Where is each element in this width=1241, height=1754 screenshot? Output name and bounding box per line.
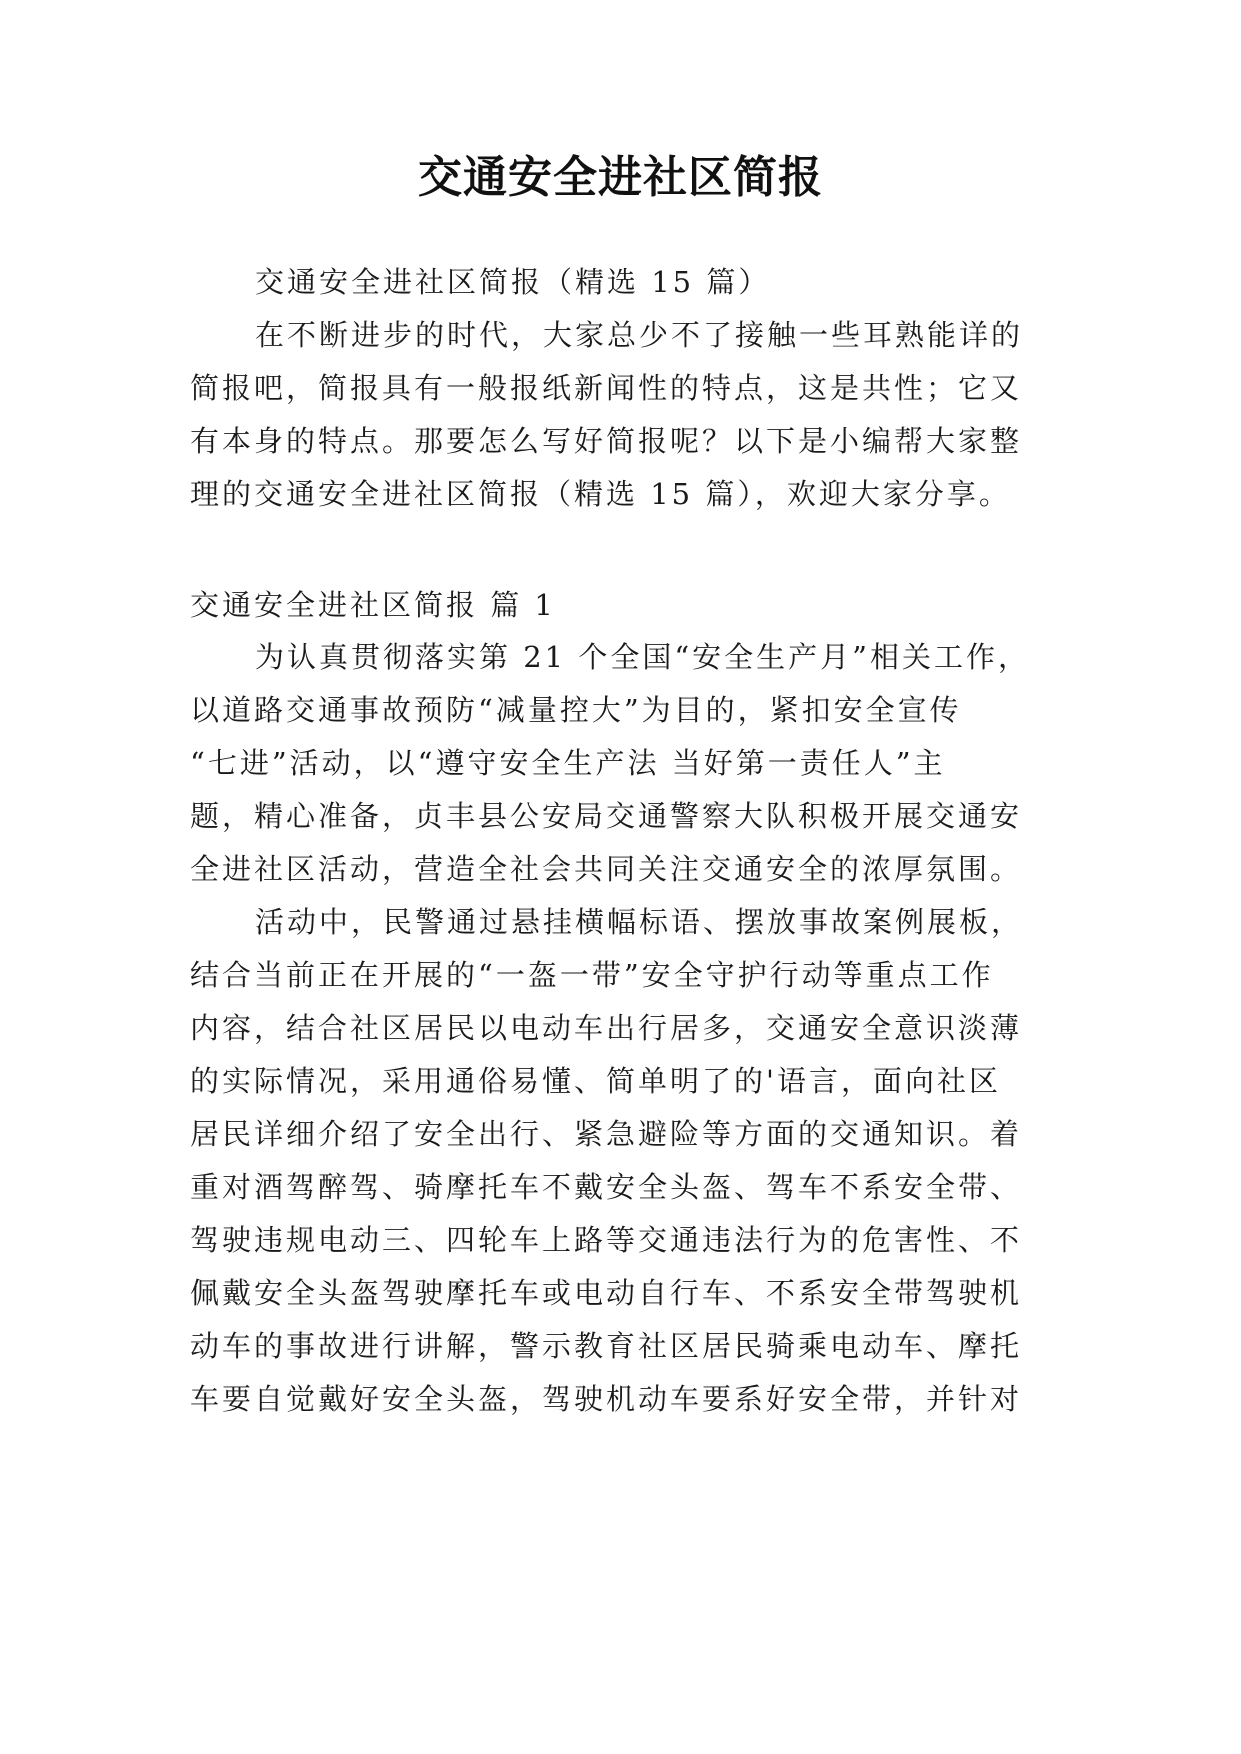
body-line: 佩戴安全头盔驾驶摩托车或电动自行车、不系安全带驾驶机: [190, 1276, 1023, 1310]
body-line: 题，精心准备，贞丰县公安局交通警察大队积极开展交通安: [190, 799, 1023, 833]
intro-line: 理的交通安全进社区简报（精选 15 篇），欢迎大家分享。: [190, 477, 1011, 511]
document-title: 交通安全进社区简报: [418, 152, 823, 203]
body-line: 驾驶违规电动三、四轮车上路等交通违法行为的危害性、不: [190, 1223, 1023, 1257]
body-line: 以道路交通事故预防“减量控大”为目的，紧扣安全宣传: [190, 693, 962, 727]
subtitle-line: 交通安全进社区简报（精选 15 篇）: [255, 265, 771, 299]
body-line: 动车的事故进行讲解，警示教育社区居民骑乘电动车、摩托: [190, 1329, 1023, 1363]
body-line: 重对酒驾醉驾、骑摩托车不戴安全头盔、驾车不系安全带、: [190, 1170, 1023, 1204]
body-line: 车要自觉戴好安全头盔，驾驶机动车要系好安全带，并针对: [190, 1382, 1023, 1416]
intro-line: 有本身的特点。那要怎么写好简报呢？以下是小编帮大家整: [190, 424, 1023, 458]
body-line: 居民详细介绍了安全出行、紧急避险等方面的交通知识。着: [190, 1117, 1023, 1151]
intro-line: 简报吧，简报具有一般报纸新闻性的特点，这是共性；它又: [190, 371, 1023, 405]
body-line: 内容，结合社区居民以电动车出行居多，交通安全意识淡薄: [190, 1011, 1023, 1045]
body-line: 活动中，民警通过悬挂横幅标语、摆放事故案例展板，: [255, 905, 1024, 939]
body-line: 的实际情况，采用通俗易懂、简单明了的'语言，面向社区: [190, 1064, 1001, 1098]
body-line: 全进社区活动，营造全社会共同关注交通安全的浓厚氛围。: [190, 852, 1023, 886]
body-line: 为认真贯彻落实第 21 个全国“安全生产月”相关工作，: [255, 640, 1030, 674]
intro-line: 在不断进步的时代，大家总少不了接触一些耳熟能详的: [255, 318, 1024, 352]
body-line: 结合当前正在开展的“一盔一带”安全守护行动等重点工作: [190, 958, 994, 992]
section-heading: 交通安全进社区简报 篇 1: [190, 588, 556, 622]
body-line: “七进”活动，以“遵守安全生产法 当好第一责任人”主: [190, 746, 946, 780]
